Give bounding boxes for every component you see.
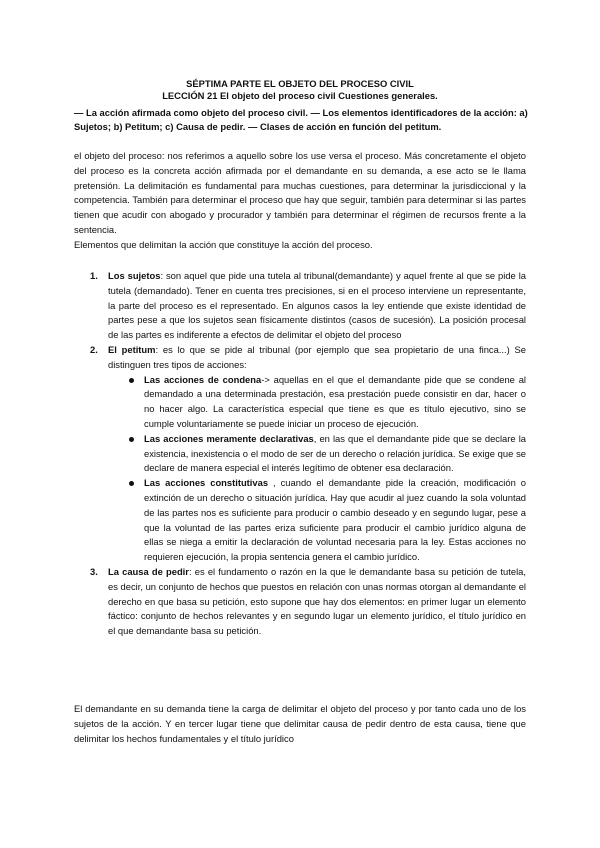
bullet-icon bbox=[129, 481, 134, 486]
item-term: Los sujetos bbox=[108, 270, 161, 281]
bullet-icon bbox=[129, 437, 134, 442]
list-number: 2. bbox=[90, 343, 98, 355]
list-item-causa-de-pedir bbox=[74, 565, 526, 639]
elements-list bbox=[74, 269, 526, 639]
subitem-term: Las acciones de condena bbox=[144, 373, 262, 385]
list-number: 1. bbox=[90, 270, 98, 281]
subitem-text: , cuando el demandante pide la creación, modificación o extinción de un derecho o situación jurídica. Hay que acudir al juez cuando la sola voluntad de las partes nos es suficiente para producir o cambio deseado y en segundo lugar, pese a que la voluntad de las partes eriza suficiente para producir el cambio jurídico alguna de ellas se niega a emitir la declaración de voluntad necesaria para la ley. Estas acciones no requieren ejecución, la propia sentencia genera el cambio jurídico. bbox=[144, 477, 526, 563]
lesson-subtitle: LECCIÓN 21 El objeto del proceso civil Cuestiones generales. bbox=[162, 90, 438, 101]
item-text: : es lo que se pide al tribunal (por ejemplo que sea propietario de una finca...) Se distinguen tres tipos de acciones: bbox=[108, 343, 526, 370]
subitem-text: -> aquellas en el que el demandante pide que se condene al demandado a una determinada prestación, esa prestación puede consistir en dar, hacer o no hacer algo. La característica especial que tiene es que es título ejecutivo, sino se cumple voluntariamente se puede iniciar un proceso de ejecución. bbox=[144, 373, 526, 429]
subitem-term: Las acciones constitutivas bbox=[144, 477, 269, 489]
item-text: : es el fundamento o razón en la que le demandante basa su petición de tutela, es decir, un conjunto de hechos que puestos en relación con unas normas otorgan al demandante el derecho en que basa su petición, esto supone que hay dos elementos: en primer lugar un elemento fáctico: conjunto de hechos relevantes y en segundo lugar un elemento jurídico, el título jurídico en el que demandante basa su petición. bbox=[108, 565, 526, 637]
action-types-list bbox=[108, 373, 526, 565]
item-term: La causa de pedir bbox=[108, 565, 189, 577]
bullet-icon bbox=[129, 378, 134, 383]
list-item-declarativas bbox=[108, 432, 526, 476]
elements-intro: Elementos que delimitan la acción que constituye la acción del proceso. bbox=[74, 239, 373, 250]
list-item-sujetos bbox=[74, 269, 526, 343]
item-text: : son aquel que pide una tutela al tribunal(demandante) y aquel frente al que se pide la tutela (demandado). Tener en cuenta tres precisiones, si en el proceso interviene un representante, la parte del proceso es el representado. En algunos casos la ley entiende que existe identidad de partes pese a que los sujetos sean físicamente distintos (casos de sucesión). La posición procesal de las partes es indiferente a efectos de delimitar el objeto del proceso bbox=[108, 270, 526, 341]
list-item-condena bbox=[108, 373, 526, 432]
lesson-summary: — La acción afirmada como objeto del proceso civil. — Los elementos identificadores de la acción: a) Sujetos; b) Petitum; c) Causa de pedir. — Clases de acción en función del petitum. bbox=[74, 107, 528, 133]
closing-paragraph: El demandante en su demanda tiene la carga de delimitar el objeto del proceso y por tanto cada uno de los sujetos de la acción. Y en tercer lugar tiene que delimitar causa de pedir dentro de esta causa, tiene que delimitar los hechos fundamentales y el título jurídico bbox=[74, 703, 526, 744]
list-item-petitum bbox=[74, 343, 526, 565]
list-number: 3. bbox=[90, 565, 98, 577]
document-title: SÉPTIMA PARTE EL OBJETO DEL PROCESO CIVIL bbox=[186, 78, 414, 89]
item-term: El petitum bbox=[108, 343, 156, 355]
list-item-constitutivas bbox=[108, 476, 526, 565]
subitem-term: Las acciones meramente declarativas bbox=[144, 432, 314, 444]
subitem-text: , en las que el demandante pide que se declare la existencia, inexistencia o el modo de ser de un derecho o relación jurídica. Se exige que se declare de manera especial el interés legítimo de obtener esa declaración. bbox=[144, 432, 526, 474]
intro-paragraph: el objeto del proceso: nos referimos a aquello sobre los use versa el proceso. Más concretamente el objeto del proceso es la concreta acción afirmada por el demandante en su demanda, a ese acto se le llama pretensión. La delimitación es fundamental para muchas cuestiones, para determinar la jurisdiccional y la competencia. También para determinar el proceso que hay que seguir, también para determinar si las partes tienen que acudir con abogado y procurador y también para determinar el régimen de recursos frente a la sentencia. bbox=[74, 150, 526, 235]
